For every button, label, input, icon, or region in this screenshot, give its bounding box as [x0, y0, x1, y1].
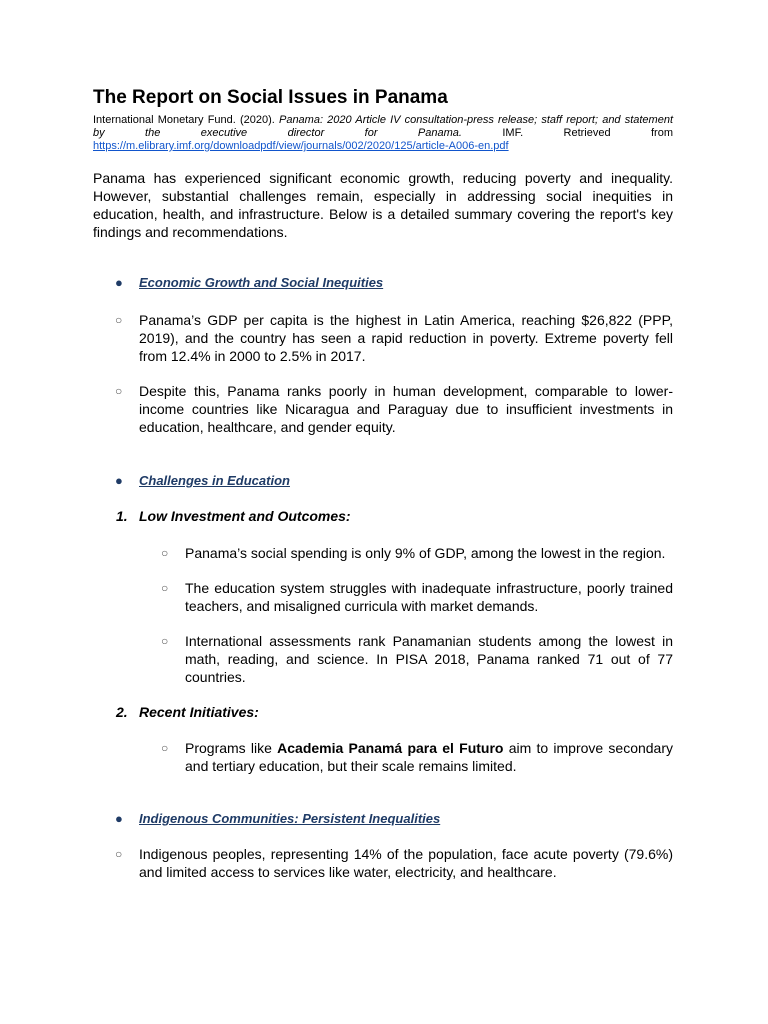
- citation-link[interactable]: https://m.elibrary.imf.org/downloadpdf/view/journals/002/2020/125/article-A006-en.pdf: [93, 140, 509, 152]
- list-item: [93, 579, 673, 615]
- item-number: 2.: [116, 704, 128, 720]
- list-item-text: International assessments rank Panamanian students among the lowest in math, reading, and science. In PISA 2018, Panama ranked 71 out of 77 countries.: [185, 633, 673, 685]
- section-title[interactable]: Challenges in Education: [139, 473, 290, 488]
- document-page: [93, 86, 673, 881]
- list-item: [93, 382, 673, 436]
- circle-bullet-icon: ○: [161, 634, 169, 648]
- circle-bullet-icon: ○: [161, 741, 169, 755]
- circle-bullet-icon: ○: [161, 581, 169, 595]
- numbered-item: [93, 507, 673, 526]
- list-item: [93, 739, 673, 775]
- list-item-text: Indigenous peoples, representing 14% of the population, face acute poverty (79.6%) and limited access to services like water, electricity, and healthcare.: [139, 846, 673, 880]
- circle-bullet-icon: ○: [115, 847, 123, 861]
- text-run: aim to improve secondary and tertiary education, but their scale remains limited.: [185, 740, 673, 774]
- list-item-text: Panama’s social spending is only 9% of GDP, among the lowest in the region.: [185, 545, 666, 561]
- text-run: Programs like: [185, 740, 272, 756]
- list-item-text: [185, 739, 673, 775]
- intro-paragraph: Panama has experienced significant economic growth, reducing poverty and inequality. However, substantial challenges remain, especially in addressing social inequities in education, health, and infrastructure. Below is a detailed summary covering the report's key findings and recommendations.: [93, 170, 673, 240]
- bullet-icon: ●: [115, 275, 123, 290]
- item-title: Recent Initiatives:: [139, 704, 259, 720]
- circle-bullet-icon: ○: [115, 384, 123, 398]
- list-item: [93, 845, 673, 881]
- citation-author: International Monetary Fund. (2020).: [93, 114, 275, 126]
- document-title: The Report on Social Issues in Panama: [93, 87, 448, 108]
- section-title[interactable]: Indigenous Communities: Persistent Inequalities: [139, 811, 441, 826]
- section-education: [93, 472, 673, 490]
- bullet-icon: ●: [115, 473, 123, 488]
- citation-work-title: Panama: 2020 Article IV consultation-press release; staff report; and statement by the executive director for Panama.: [93, 114, 674, 139]
- list-item-text: Panama’s GDP per capita is the highest in Latin America, reaching $26,822 (PPP, 2019), and the country has seen a rapid reduction in poverty. Extreme poverty fell from 12.4% in 2000 to 2.5% in 2017.: [139, 312, 673, 364]
- list-item: [93, 311, 673, 365]
- section-indigenous: [93, 810, 673, 828]
- list-item: [93, 632, 673, 686]
- numbered-item: [93, 703, 673, 722]
- circle-bullet-icon: ○: [115, 313, 123, 327]
- citation-publisher: IMF. Retrieved from: [502, 127, 673, 139]
- list-item-text: The education system struggles with inadequate infrastructure, poorly trained teachers, and misaligned curricula with market demands.: [185, 580, 673, 614]
- list-item-text: Despite this, Panama ranks poorly in human development, comparable to lower-income countries like Nicaragua and Paraguay due to insufficient investments in education, healthcare, and gender equity.: [139, 383, 673, 435]
- item-number: 1.: [116, 508, 128, 524]
- citation: [93, 114, 673, 153]
- list-item: [93, 544, 673, 562]
- circle-bullet-icon: ○: [161, 546, 169, 560]
- section-title[interactable]: Economic Growth and Social Inequities: [139, 275, 384, 290]
- item-title: Low Investment and Outcomes:: [139, 508, 351, 524]
- section-economic-growth: [93, 274, 673, 292]
- bullet-icon: ●: [115, 811, 123, 826]
- program-name: Academia Panamá para el Futuro: [277, 740, 504, 756]
